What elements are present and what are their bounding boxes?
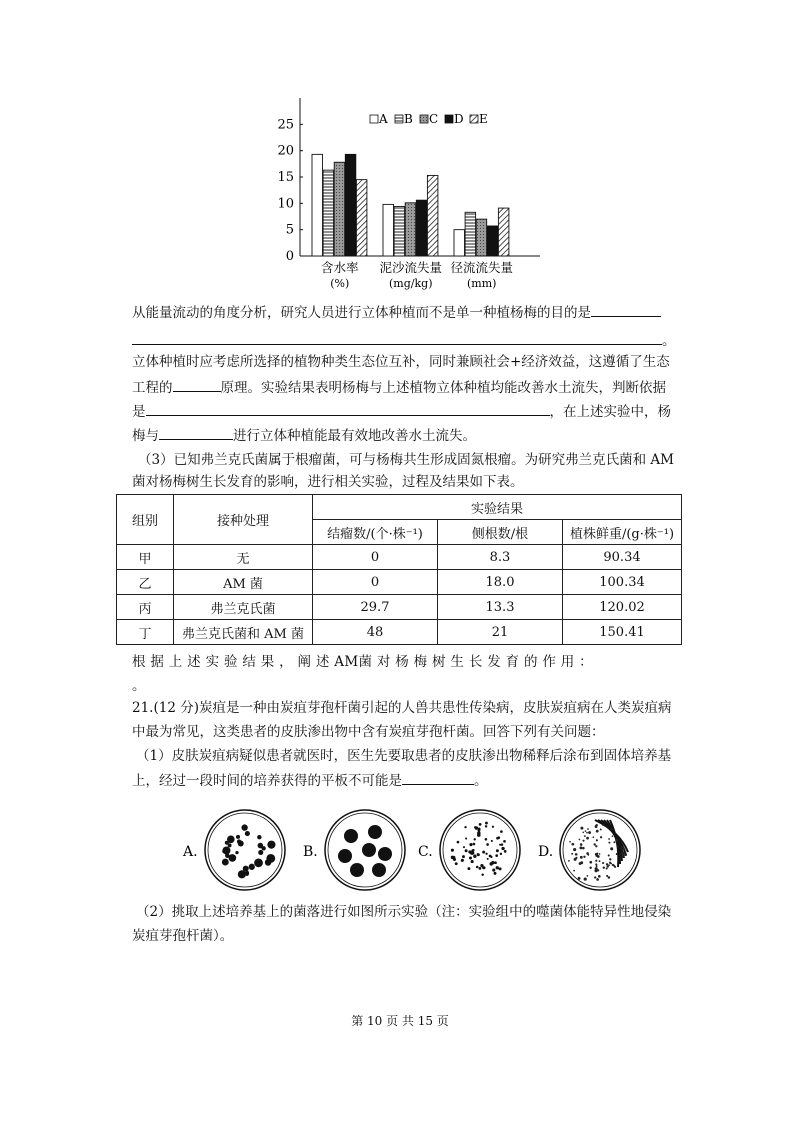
question-21-part2-2	[132, 926, 233, 946]
period: 。	[132, 678, 146, 694]
plate-label: D.	[538, 844, 554, 860]
colony	[471, 851, 475, 855]
colony	[222, 859, 229, 866]
colony	[475, 826, 479, 830]
colony	[478, 828, 481, 831]
colony	[608, 854, 610, 856]
legend-label: C	[429, 112, 439, 126]
colony	[613, 865, 615, 867]
colony	[235, 851, 238, 854]
colony	[497, 836, 500, 839]
colony	[580, 843, 583, 846]
colony	[491, 840, 493, 842]
cell-weight: 120.02	[563, 595, 682, 620]
colony	[608, 842, 610, 844]
colony	[596, 839, 598, 841]
colony	[495, 854, 498, 857]
bar-B	[465, 212, 476, 256]
colony	[480, 864, 483, 867]
answer-blank[interactable]	[402, 770, 474, 785]
colony	[461, 859, 464, 862]
legend-swatch-A	[370, 115, 378, 123]
cell-group: 甲	[117, 545, 174, 570]
colony	[610, 847, 613, 850]
cell-group: 乙	[117, 570, 174, 595]
paragraph-text: 上，经过一段时间的培养获得的平板不可能是	[132, 773, 402, 789]
answer-blank[interactable]	[173, 377, 221, 392]
colony	[587, 875, 589, 877]
y-tick-label: 5	[285, 222, 294, 238]
colony	[589, 867, 591, 869]
colony	[462, 855, 465, 858]
table-row	[117, 620, 682, 645]
colony	[496, 849, 499, 852]
colony	[481, 874, 483, 876]
paragraph-text: 是	[132, 404, 146, 420]
bar-C	[334, 162, 345, 256]
header-weight: 植株鲜重/(g·株⁻¹)	[563, 520, 682, 545]
colony	[586, 832, 588, 834]
y-tick-label: 25	[277, 117, 294, 133]
colony	[267, 841, 275, 849]
category-unit: (mg/kg)	[389, 277, 433, 290]
colony	[225, 853, 230, 858]
colony	[606, 863, 608, 865]
colony	[463, 846, 465, 848]
colony	[492, 826, 494, 828]
colony	[489, 862, 492, 865]
colony	[338, 849, 352, 863]
colony	[350, 863, 364, 877]
plate-label: B.	[303, 844, 318, 860]
paragraph-text: 原理。实验结果表明杨梅与上述植物立体种植均能改善水土流失，判断依据	[220, 380, 666, 396]
legend-swatch-E	[470, 115, 478, 123]
cell-weight: 90.34	[563, 545, 682, 570]
paragraph-text: 炭疽芽孢杆菌）。	[132, 928, 234, 944]
question-21-part2	[136, 902, 671, 922]
paragraph-am-effect-2	[132, 676, 146, 696]
colony	[611, 828, 613, 830]
colony	[612, 835, 614, 837]
y-tick-label: 15	[277, 170, 294, 185]
colony	[237, 839, 241, 843]
colony	[451, 849, 454, 852]
colony	[453, 858, 456, 861]
bar-D	[416, 200, 427, 256]
colony	[473, 855, 476, 858]
paragraph-energy-flow-cont	[132, 330, 676, 351]
colony	[258, 850, 263, 855]
header-nodule: 结瘤数/(个·株⁻¹)	[313, 520, 438, 545]
colony	[610, 863, 612, 865]
colony	[471, 860, 474, 863]
paragraph-text: （3）已知弗兰克氏菌属于根瘤菌，可与杨梅共生形成固氮根瘤。为研究弗兰克氏菌和 AM	[138, 452, 674, 468]
paragraph-text: （2）挑取上述培养基上的菌落进行如图所示实验（注：实验组中的噬菌体能特异性地侵染	[136, 904, 672, 920]
colony	[582, 831, 584, 833]
cell-treatment: 弗兰克氏菌和 AM 菌	[174, 620, 313, 645]
colony	[596, 853, 598, 855]
colony	[594, 869, 597, 872]
colony	[486, 843, 489, 846]
colony	[616, 853, 618, 855]
bar-E	[498, 208, 509, 256]
colony	[501, 843, 504, 846]
colony	[579, 862, 582, 865]
cell-root: 21	[438, 620, 563, 645]
colony	[245, 831, 250, 836]
paragraph-niche-2	[132, 377, 666, 398]
colony	[609, 858, 611, 860]
question-21-part1-2	[132, 770, 488, 791]
page-footer: 第 10 页 共 15 页	[351, 1014, 449, 1028]
period: 。	[662, 333, 676, 349]
paragraph-text: 从能量流动的角度分析，研究人员进行立体种植而不是单一种植杨梅的目的是	[132, 305, 591, 321]
colony	[469, 843, 472, 846]
cell-root: 18.0	[438, 570, 563, 595]
colony	[455, 862, 458, 865]
cell-treatment: AM 菌	[174, 570, 313, 595]
colony	[595, 825, 598, 828]
bar-A	[454, 230, 465, 256]
colony	[606, 875, 608, 877]
colony	[597, 855, 600, 858]
colony	[583, 856, 585, 858]
colony	[594, 876, 596, 878]
colony	[477, 853, 479, 855]
colony	[485, 822, 488, 825]
colony	[595, 860, 597, 862]
table-row	[117, 545, 682, 570]
cell-root: 13.3	[438, 595, 563, 620]
colony	[615, 839, 618, 842]
colony	[599, 860, 601, 862]
question-21-part1	[136, 746, 671, 766]
colony	[589, 861, 592, 864]
paragraph-niche	[132, 352, 670, 372]
colony	[228, 843, 232, 847]
colony	[474, 838, 476, 840]
answer-blank[interactable]	[146, 401, 550, 416]
question-21	[132, 698, 671, 718]
question-21-2	[132, 722, 605, 742]
colony	[372, 863, 386, 877]
colony	[473, 843, 476, 846]
paragraph-text: ，在上述实验中，杨	[549, 404, 671, 420]
colony	[595, 863, 597, 865]
colony	[584, 878, 587, 881]
colony	[249, 864, 255, 870]
answer-blank[interactable]	[591, 302, 661, 317]
colony	[579, 846, 582, 849]
colony	[580, 856, 583, 859]
y-tick-label: 0	[285, 249, 294, 264]
colony	[362, 843, 376, 857]
paragraph-text: （1）皮肤炭疽病疑似患者就医时，医生先要取患者的皮肤渗出物稀释后涂布到固体培养基	[136, 748, 672, 764]
bar-chart	[270, 96, 550, 296]
colony	[482, 851, 485, 854]
colony	[573, 870, 575, 872]
legend-swatch-C	[420, 115, 428, 123]
colony	[479, 867, 482, 870]
colony	[238, 870, 246, 878]
paragraph-text: 菌对杨梅树生长发育的影响，进行相关实验，过程及结果如下表。	[132, 474, 524, 490]
colony	[606, 867, 608, 869]
colony	[571, 843, 574, 846]
colony	[594, 843, 596, 845]
colony	[494, 872, 497, 875]
cell-weight: 150.41	[563, 620, 682, 645]
colony	[368, 825, 382, 839]
legend-label: D	[454, 112, 464, 126]
colony	[614, 866, 616, 868]
colony	[568, 860, 570, 862]
colony	[222, 846, 230, 854]
colony	[600, 836, 602, 838]
colony	[464, 826, 466, 828]
colony	[602, 824, 604, 826]
colony	[621, 856, 623, 858]
colony	[596, 865, 598, 867]
cell-nodule: 0	[313, 570, 438, 595]
colony	[586, 837, 589, 840]
colony	[477, 831, 480, 834]
cell-treatment: 弗兰克氏菌	[174, 595, 313, 620]
colony	[476, 866, 479, 869]
bar-C	[476, 219, 487, 256]
colony	[575, 853, 577, 855]
colony	[575, 857, 577, 859]
bar-C	[405, 203, 416, 256]
colony	[229, 854, 237, 862]
colony	[584, 835, 586, 837]
colony	[492, 869, 495, 872]
paragraph-text: 21.(12 分)炭疽是一种由炭疽芽孢杆菌引起的人兽共患性传染病，皮肤炭疽病在人类炭疽病	[132, 700, 672, 716]
paragraph-text: 梅与	[132, 428, 159, 444]
colony	[500, 830, 503, 833]
colony	[602, 862, 604, 864]
cell-group: 丁	[117, 620, 174, 645]
colony	[378, 847, 392, 861]
legend-swatch-D	[445, 115, 453, 123]
category-label: 径流流失量	[450, 260, 514, 275]
colony	[595, 845, 597, 847]
colony	[257, 835, 261, 839]
colony	[582, 840, 584, 842]
header-root: 侧根数/根	[438, 520, 563, 545]
y-tick-label: 10	[277, 196, 294, 212]
colony	[487, 858, 489, 860]
colony	[613, 841, 615, 843]
petri-plates	[155, 800, 655, 900]
colony	[485, 838, 488, 841]
colony	[482, 867, 484, 869]
colony	[599, 853, 601, 855]
header-group: 组别	[117, 495, 174, 545]
colony	[596, 830, 599, 833]
paragraph-frankia-2	[132, 472, 524, 492]
header-result: 实验结果	[313, 495, 682, 520]
bar-D	[487, 226, 498, 256]
table-row	[117, 595, 682, 620]
colony	[465, 849, 468, 852]
colony	[258, 843, 264, 849]
bar-B	[323, 170, 334, 256]
colony	[236, 835, 240, 839]
category-unit: (mm)	[467, 277, 497, 290]
legend-label: E	[479, 112, 488, 126]
colony	[494, 861, 497, 864]
colony	[603, 866, 605, 868]
colony	[600, 829, 602, 831]
colony	[607, 865, 609, 867]
colony	[485, 853, 487, 855]
category-label: 泥沙流失量	[379, 260, 443, 275]
colony	[582, 847, 585, 850]
colony	[588, 831, 591, 834]
colony	[608, 838, 610, 840]
answer-blank[interactable]	[159, 425, 233, 440]
header-treatment: 接种处理	[174, 495, 313, 545]
colony	[498, 867, 501, 870]
table-row	[117, 570, 682, 595]
colony	[617, 846, 619, 848]
y-tick-label: 20	[277, 143, 294, 159]
colony	[479, 823, 482, 826]
plate-label: A.	[183, 844, 198, 860]
paragraph-energy-flow	[132, 302, 661, 323]
cell-nodule: 29.7	[313, 595, 438, 620]
colony	[624, 853, 627, 856]
paragraph-text: 根 据 上 述 实 验 结 果 ， 阐 述 AM菌 对 杨 梅 树 生 长 发 育 的 作 用 ：	[132, 654, 593, 670]
cell-nodule: 48	[313, 620, 438, 645]
colony	[587, 854, 589, 856]
bar-A	[312, 154, 323, 256]
colony	[241, 824, 247, 830]
colony	[504, 850, 507, 853]
category-unit: (%)	[330, 277, 350, 290]
colony	[598, 875, 601, 878]
petri-dish	[205, 810, 285, 890]
colony	[496, 866, 499, 869]
results-table	[116, 494, 682, 645]
period: 。	[474, 773, 488, 789]
colony	[503, 840, 506, 843]
colony	[585, 830, 587, 832]
paragraph-text: 进行立体种植能最有效地改善水土流失。	[233, 428, 476, 444]
colony	[608, 876, 611, 879]
colony	[569, 841, 571, 843]
bar-A	[383, 204, 394, 256]
category-label: 含水率	[320, 260, 359, 275]
legend-label: B	[404, 112, 413, 126]
plate-label: C.	[418, 844, 433, 860]
colony	[467, 867, 470, 870]
paragraph-text: 中最为常见，这类患者的皮肤渗出物中含有炭疽芽孢杆菌。回答下列有关问题：	[132, 724, 605, 740]
paragraph-niche-3	[132, 401, 671, 422]
colony	[579, 839, 581, 841]
colony	[500, 853, 502, 855]
colony	[457, 841, 460, 844]
colony	[593, 836, 595, 838]
colony	[485, 825, 487, 827]
colony	[227, 836, 235, 844]
colony	[623, 847, 625, 849]
colony	[587, 828, 589, 830]
colony	[344, 829, 358, 843]
paragraph-niche-4	[132, 425, 476, 446]
paragraph-frankia	[138, 450, 674, 470]
colony	[266, 861, 270, 865]
bar-D	[345, 154, 356, 256]
colony	[619, 854, 621, 856]
answer-blank[interactable]	[132, 330, 662, 345]
colony	[571, 853, 573, 855]
legend-swatch-B	[395, 115, 403, 123]
legend-label: A	[379, 112, 388, 126]
paragraph-text: 立体种植时应考虑所选择的植物种类生态位互补，同时兼顾社会+经济效益，这遵循了生态	[132, 354, 670, 370]
colony	[490, 856, 492, 858]
colony	[580, 827, 583, 830]
cell-group: 丙	[117, 595, 174, 620]
cell-treatment: 无	[174, 545, 313, 570]
paragraph-text: 工程的	[132, 380, 173, 396]
colony	[465, 837, 467, 839]
cell-nodule: 0	[313, 545, 438, 570]
colony	[502, 847, 504, 849]
bar-E	[427, 175, 438, 256]
bar-B	[394, 206, 405, 256]
cell-weight: 100.34	[563, 570, 682, 595]
colony	[573, 848, 576, 851]
bar-E	[356, 180, 367, 256]
paragraph-am-effect	[132, 652, 593, 672]
colony	[596, 878, 599, 881]
cell-root: 8.3	[438, 545, 563, 570]
colony	[469, 856, 472, 859]
colony	[254, 858, 263, 867]
colony	[578, 877, 581, 880]
